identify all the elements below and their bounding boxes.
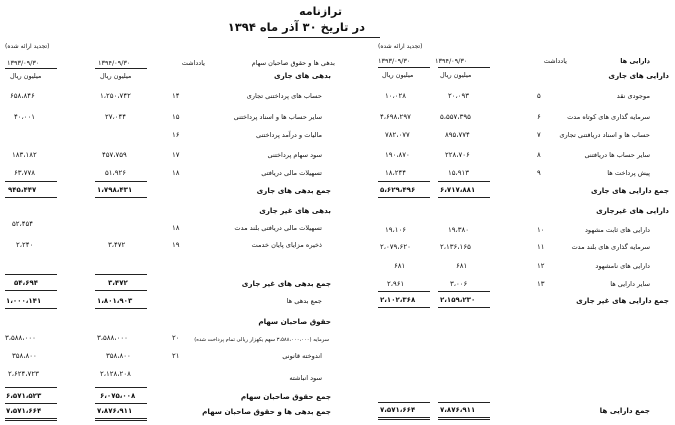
assets-current-total-underline-cur — [438, 197, 490, 198]
equity-total-underline-cur — [95, 403, 147, 404]
liab-noncurrent-heading: بدهی های غیر جاری — [259, 206, 331, 215]
equity-sum-line-prev — [5, 387, 57, 388]
subtitle-underline — [268, 37, 380, 38]
balance-sheet-page: ترازنامه در تاریخ ۳۰ آذر ماه ۱۳۹۴ (تجدید ارائه شده) دارایی ها یادداشت ۱۳۹۴/۰۹/۳۰ ۱۳۹۳/۰۹/۳۰ میلیون ریال میلیون ریال (تجدید ارائه شده) بدهی ها و حقوق صاحبان سهام یادداشت ۱۳۹۴/۰۹/۳۰ ۱۳۹۳/۰۹/۳۰ میلیون ریال میلیون ریال بدهی های جاری دارایی های جاری موجودی نقد ۵ ۲۰،۰۹۳ ۱۰،۰۲۸ سرمایه گذاری های کوتاه مدت ۶ ۵،۵۵۷،۳۹۵ ۴،۶۹۸،۲۹۷ حساب ها و اسناد دریافتنی تجاری ۷ ۸۹۵،۷۷۴ ۷۸۲،۰۷۷ سایر حساب ها دریافتنی ۸ ۲۲۸،۷۰۶ ۱۹۰،۸۷۰ پیش پرداخت ها ۹ ۱۵،۹۱۳ ۱۸،۲۴۴ جمع دارایی های جاری ۶،۷۱۷،۸۸۱ ۵،۶۲۹،۴۹۶ دارایی های غیرجاری دارایی های ثابت مشهود ۱۰ ۱۹،۳۸۰ ۱۹،۱۰۶ سرمایه گذاری های بلند مدت ۱۱ ۲،۱۳۶،۱۶۵ ۲،۰۷۹،۶۲۰ دارایی های نامشهود ۱۲ ۶۸۱ ۶۸۱ سایر دارایی ها ۱۳ ۳،۰۰۶ ۲،۹۶۱ جمع دارایی های غیر جاری ۲،۱۵۹،۲۳۰ ۲،۱۰۲،۳۶۸ جمع دارایی ها ۷،۸۷۶،۹۱۱ ۷،۵۷۱،۶۶۴ حساب های پرداختنی تجاری ۱۴ ۱،۲۵۰،۷۴۲ ۶۵۸،۸۴۶ سایر حساب ها و اسناد پرداختنی ۱۵ ۲۷،۰۴۴ ۴۰،۰۰۱ مالیات و درآمد پرداختنی ۱۶ سود سهام پرداختنی ۱۷ ۴۵۷،۷۵۹ ۱۸۳،۱۸۲ تسهیلات مالی دریافتی ۱۸ ۵۱،۹۲۶ ۶۳،۷۷۸ جمع بدهی های جاری ۱،۷۹۸،۴۳۱ ۹۴۵،۴۴۷ بدهی های غیر جاری تسهیلات مالی دریافتی بلند مدت ۱۸ ۵۲،۴۵۴ ذخیره مزایای پایان خدمت ۱۹ ۳،۴۷۲ ۲،۲۴۰ جمع بدهی های غیر جاری ۳،۴۷۲ ۵۴،۶۹۴ جمع بدهی ها ۱،۸۰۱،۹۰۳ ۱،۰۰۰،۱۴۱ حقوق صاحبان سهام سرمایه (۳،۵۸۸،۰۰۰،۰۰۰ سهم یکهزار ریالی تمام پرداخت شده) ۲۰ ۳،۵۸۸،۰۰۰ ۳،۵۸۸،۰۰۰ اندوخته قانونی ۲۱ ۳۵۸،۸۰۰ ۳۵۸،۸۰۰ سود انباشته ۲،۱۲۸،۲۰۸ ۲،۶۲۴،۷۲۳ جمع حقوق صاحبان سهام ۶،۰۷۵،۰۰۸ ۶،۵۷۱،۵۲۳ جمع بدهی ها و حقوق صاحبان سهام ۷،۸۷۶،۹۱۱ ۷،۵۷۱،۶۶۴ — [0, 0, 675, 425]
liab-col-prev: ۱۳۹۳/۰۹/۳۰ — [7, 59, 40, 67]
assets-grand-line-prev — [378, 402, 430, 403]
liab-total-underline-prev — [5, 308, 57, 309]
assets-grand-underline-prev-1 — [378, 417, 430, 418]
liab-col-cur: ۱۳۹۴/۰۹/۳۰ — [98, 59, 131, 67]
liab-prev-header-line — [5, 68, 57, 69]
assets-grand-underline-prev-2 — [378, 419, 430, 420]
assets-unit-cur: میلیون ریال — [440, 71, 472, 79]
assets-grand-underline-cur-2 — [438, 419, 490, 420]
liab-grand-underline-prev-1 — [5, 418, 57, 419]
assets-noncurrent-heading: دارایی های غیرجاری — [596, 206, 669, 215]
assets-current-sum-line-cur — [438, 181, 490, 182]
liab-total-underline-cur — [95, 308, 147, 309]
assets-prev-header-line — [378, 67, 430, 68]
assets-col-prev: ۱۳۹۳/۰۹/۳۰ — [378, 57, 411, 65]
equity-heading: حقوق صاحبان سهام — [258, 317, 331, 326]
assets-noncurrent-sum-line-prev — [378, 291, 430, 292]
liab-cur-header-line — [95, 68, 147, 69]
assets-current-heading: دارایی های جاری — [608, 71, 669, 80]
liab-noncurrent-sum-line-cur — [95, 274, 147, 275]
liab-noncurrent-sum-line-prev — [5, 274, 57, 275]
liab-noncurrent-total-underline-cur — [95, 290, 147, 291]
page-subtitle: در تاریخ ۳۰ آذر ماه ۱۳۹۴ — [227, 20, 365, 34]
assets-restated-note: (تجدید ارائه شده) — [378, 43, 423, 50]
equity-sum-line-cur — [95, 387, 147, 388]
assets-col-note: یادداشت — [543, 57, 567, 65]
liab-col-label: بدهی ها و حقوق صاحبان سهام — [251, 59, 335, 67]
assets-cur-header-line — [438, 67, 490, 68]
liab-grand-underline-prev-2 — [5, 420, 57, 421]
liab-noncurrent-total-underline-prev — [5, 290, 57, 291]
assets-grand-underline-cur-1 — [438, 417, 490, 418]
assets-col-label: دارایی ها — [620, 57, 650, 65]
liab-grand-underline-cur-1 — [95, 418, 147, 419]
equity-total-underline-prev — [5, 403, 57, 404]
liab-current-total-underline-cur — [95, 197, 147, 198]
liab-current-heading: بدهی های جاری — [274, 71, 331, 80]
liab-unit-prev: میلیون ریال — [10, 72, 42, 80]
assets-noncurrent-sum-line-cur — [438, 291, 490, 292]
liab-unit-cur: میلیون ریال — [100, 72, 132, 80]
liab-restated-note: (تجدید ارائه شده) — [5, 43, 50, 50]
assets-grand-line-cur — [438, 402, 490, 403]
assets-current-total-underline-prev — [378, 197, 430, 198]
liab-current-sum-line-prev — [5, 181, 57, 182]
liab-grand-underline-cur-2 — [95, 420, 147, 421]
assets-col-cur: ۱۳۹۴/۰۹/۳۰ — [435, 57, 468, 65]
liab-current-total-underline-prev — [5, 197, 57, 198]
assets-noncurrent-total-underline-prev — [378, 307, 430, 308]
assets-current-sum-line-prev — [378, 181, 430, 182]
assets-unit-prev: میلیون ریال — [382, 71, 414, 79]
liab-col-note: یادداشت — [181, 59, 205, 67]
liab-current-sum-line-cur — [95, 181, 147, 182]
assets-noncurrent-total-underline-cur — [438, 307, 490, 308]
page-title: ترازنامه — [299, 5, 342, 18]
